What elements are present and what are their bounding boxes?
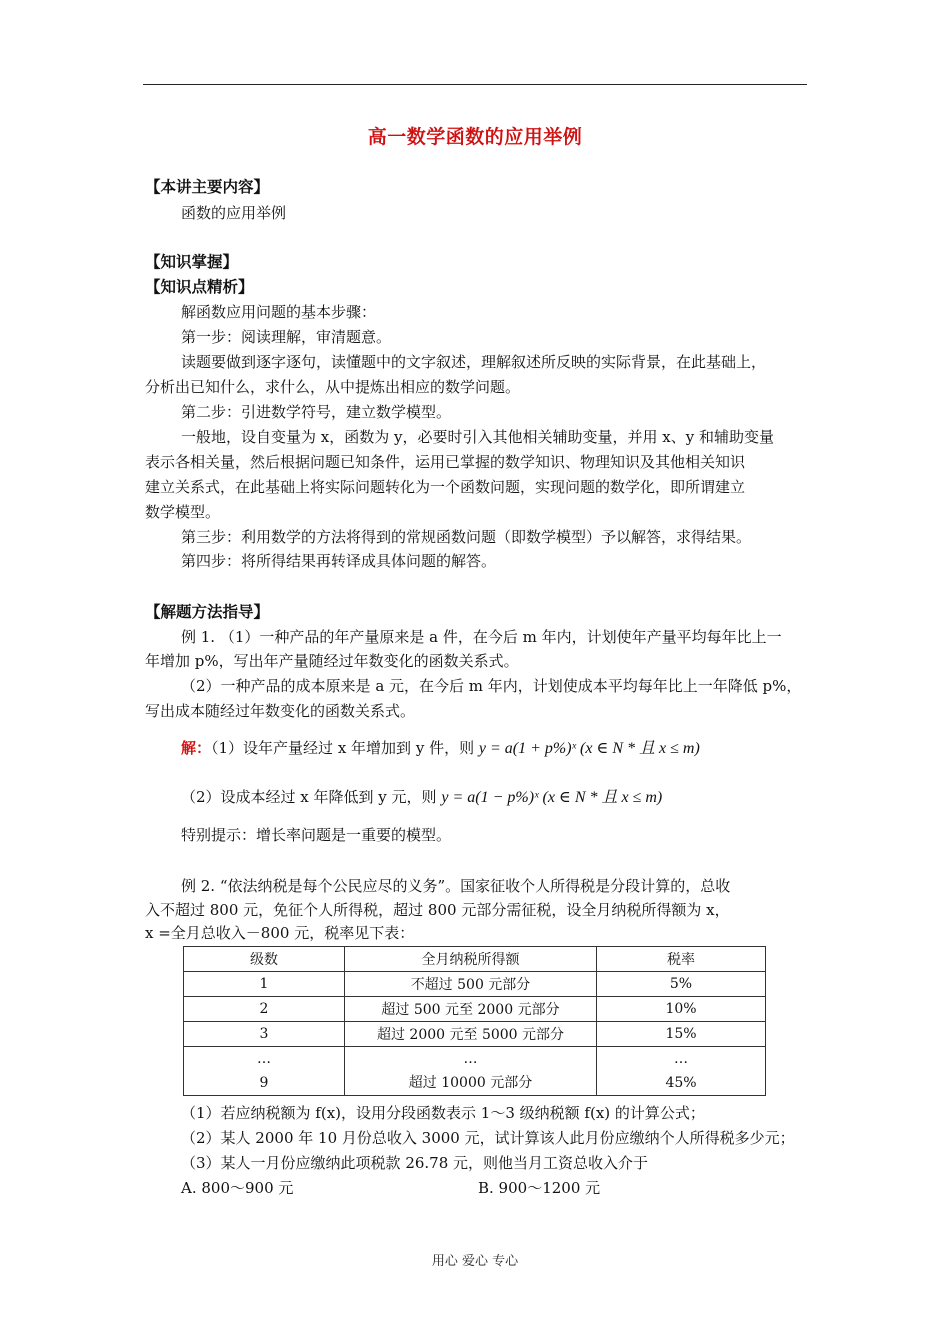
table-cell: 10%	[597, 997, 766, 1022]
example-2-line: 例 2. “依法纳税是每个公民应尽的义务”。国家征收个人所得税是分段计算的，总收	[181, 877, 731, 895]
table-cell: 超过 2000 元至 5000 元部分	[345, 1022, 597, 1047]
paragraph-line: 一般地，设自变量为 x，函数为 y，必要时引入其他相关辅助变量，并用 x、y 和辅助变量	[181, 428, 774, 446]
paragraph-line: 建立关系式，在此基础上将实际问题转化为一个函数问题，实现问题的数学化，即所谓建立	[145, 478, 746, 496]
section-heading-knowledge: 【知识掌握】	[145, 253, 239, 271]
paragraph-line: 第四步：将所得结果再转译成具体问题的解答。	[181, 552, 497, 570]
example-1-line: （2）一种产品的成本原来是 a 元，在今后 m 年内，计划使成本平均每年比上一年降低 p%，	[181, 677, 802, 695]
section-heading-solving-methods: 【解题方法指导】	[145, 603, 270, 621]
table-cell: 不超过 500 元部分	[345, 972, 597, 997]
table-cell: 5%	[597, 972, 766, 997]
table-row	[184, 1022, 766, 1047]
solution-2-formula: y = a(1 − p%)ˣ (x ∈ N * 且 x ≤ m)	[441, 789, 663, 806]
income-range: 超过 10000 元部分	[408, 1075, 533, 1091]
table-cell	[597, 1047, 766, 1096]
ellipsis: …	[257, 1051, 271, 1067]
table-header-cell: 税率	[597, 947, 766, 972]
section-heading-main-content: 【本讲主要内容】	[145, 178, 270, 196]
paragraph-line: 第二步：引进数学符号，建立数学模型。	[181, 403, 452, 421]
main-content-text: 函数的应用举例	[181, 204, 287, 222]
page-footer: 用心 爱心 专心	[431, 1254, 519, 1269]
question-line: （3）某人一月份应缴纳此项税款 26.78 元，则他当月工资总收入介于	[181, 1154, 649, 1172]
paragraph-line: 第一步：阅读理解，审清题意。	[181, 328, 392, 346]
example-2-line: 入不超过 800 元，免征个人所得税，超过 800 元部分需征税，设全月纳税所得额为 x，	[145, 901, 730, 919]
page-title: 高一数学函数的应用举例	[367, 126, 583, 148]
level-value: 9	[259, 1075, 269, 1091]
solution-2-text: （2）设成本经过 x 年降低到 y 元，则	[181, 788, 437, 806]
option-a: A. 800～900 元	[181, 1179, 294, 1197]
solution-1-formula: y = a(1 + p%)ˣ (x ∈ N * 且 x ≤ m)	[478, 740, 700, 757]
paragraph-line: 表示各相关量，然后根据问题已知条件，运用已掌握的数学知识、物理知识及其他相关知识	[145, 453, 746, 471]
table-row	[184, 997, 766, 1022]
table-cell: 1	[184, 972, 345, 997]
table-row-ellipsis	[184, 1047, 766, 1096]
solution-1-text: （1）设年产量经过 x 年增加到 y 件，则	[211, 739, 475, 757]
paragraph-line: 数学模型。	[145, 503, 221, 521]
option-b: B. 900～1200 元	[478, 1179, 601, 1197]
ellipsis: …	[674, 1051, 688, 1067]
question-line: （1）若应纳税额为 f(x)，设用分段函数表示 1～3 级纳税额 f(x) 的计算公式；	[181, 1104, 705, 1122]
paragraph-line: 解函数应用问题的基本步骤：	[181, 303, 377, 321]
table-cell	[345, 1047, 597, 1096]
rate-value: 45%	[665, 1075, 697, 1091]
solution-1	[181, 738, 700, 759]
question-line: （2）某人 2000 年 10 月份总收入 3000 元，试计算该人此月份应缴纳个人所得税多少元；	[181, 1129, 795, 1147]
paragraph-line: 第三步：利用数学的方法将得到的常规函数问题（即数学模型）予以解答，求得结果。	[181, 528, 752, 546]
top-rule	[143, 84, 807, 85]
table-cell: 3	[184, 1022, 345, 1047]
table-cell: 2	[184, 997, 345, 1022]
ellipsis: …	[463, 1051, 478, 1067]
table-header-cell: 全月纳税所得额	[345, 947, 597, 972]
table-header-cell: 级数	[184, 947, 345, 972]
example-2-line: x =全月总收入－800 元，税率见下表：	[145, 924, 415, 942]
example-1-line: 写出成本随经过年数变化的函数关系式。	[145, 702, 416, 720]
paragraph-line: 读题要做到逐字逐句，读懂题中的文字叙述，理解叙述所反映的实际背景，在此基础上，	[181, 353, 767, 371]
tax-rate-table	[183, 946, 766, 1096]
table-row	[184, 972, 766, 997]
table-cell: 15%	[597, 1022, 766, 1047]
solution-2	[181, 787, 662, 808]
table-header-row	[184, 947, 766, 972]
paragraph-line: 分析出已知什么，求什么，从中提炼出相应的数学问题。	[145, 378, 521, 396]
example-1-line: 年增加 p%，写出年产量随经过年数变化的函数关系式。	[145, 652, 519, 670]
example-1-line: 例 1. （1）一种产品的年产量原来是 a 件，在今后 m 年内，计划使年产量平均每年比上一	[181, 628, 782, 646]
table-cell	[184, 1047, 345, 1096]
table-cell: 超过 500 元至 2000 元部分	[345, 997, 597, 1022]
special-tip: 特别提示：增长率问题是一重要的模型。	[181, 826, 452, 844]
subheading-knowledge-points: 【知识点精析】	[145, 278, 254, 296]
solution-label: 解：	[181, 739, 212, 757]
